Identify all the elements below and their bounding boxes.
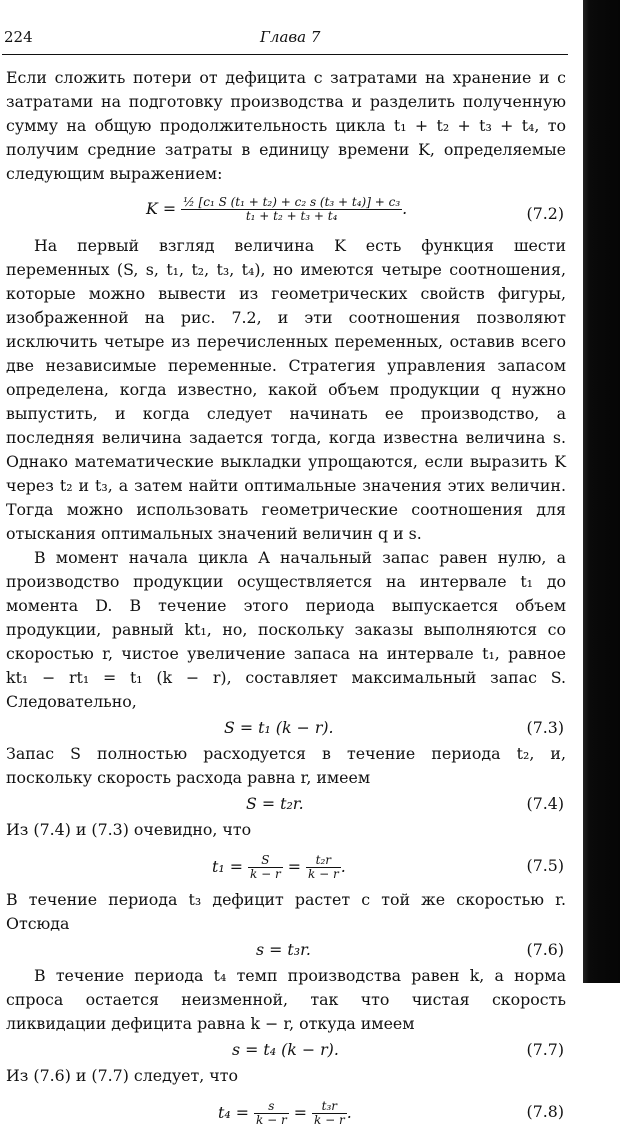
- equation-7-5-numerator-2: t₂r: [306, 854, 341, 868]
- equation-7-2-label: (7.2): [526, 204, 564, 223]
- equation-7-5-fraction-1: [248, 854, 283, 881]
- equation-7-7-label: (7.7): [526, 1040, 564, 1059]
- equation-7-6-label: (7.6): [526, 940, 564, 959]
- equation-7-4: [6, 792, 566, 816]
- equation-7-5-period: .: [340, 857, 346, 876]
- paragraph-3: В момент начала цикла A начальный запас равен нулю, а производство продукции осуществляется на интервале t₁ до момента D. В течение этого периода выпускается объем продукции, равный kt₁, но, поскольку заказы выполняются со скоростью r, чистое увеличение запаса на интервале t₁, равное kt₁ − rt₁ = t₁ (k − r), составляет максимальный запас S. Следовательно,: [6, 548, 566, 711]
- equation-7-2-fraction: [181, 196, 402, 223]
- equation-7-6-formula: s = t₃r.: [256, 940, 311, 959]
- equation-7-7: [6, 1038, 566, 1062]
- equation-7-8-formula: [218, 1100, 352, 1127]
- equation-7-8: [6, 1090, 566, 1132]
- paragraph-1: Если сложить потери от дефицита с затратами на хранение и с затратами на подготовку производства и разделить полученную сумму на общую продолжительность цикла t₁ + t₂ + t₃ + t₄, то получим средние затраты в единицу времени K, определяемые следующим выражением:: [6, 68, 566, 183]
- equation-7-4-formula: S = t₂r.: [246, 794, 304, 813]
- equation-7-3-label: (7.3): [526, 718, 564, 737]
- equation-7-5-formula: [212, 854, 346, 881]
- equation-7-8-denominator-2: k − r: [314, 1113, 345, 1127]
- equation-7-5-fraction-2: [306, 854, 341, 881]
- equation-7-6: [6, 938, 566, 962]
- equation-7-8-fraction-2: [312, 1100, 347, 1127]
- equation-7-8-label: (7.8): [526, 1102, 564, 1121]
- equation-7-2-lhs: K =: [146, 199, 177, 218]
- equation-7-5-denominator-1: k − r: [249, 867, 281, 881]
- equation-7-3: [6, 716, 566, 740]
- equation-7-2-numerator: ½ [c₁ S (t₁ + t₂) + c₂ s (t₃ + t₄)] + c₃: [183, 195, 401, 209]
- header-rule: [2, 54, 568, 55]
- page-number: 224: [4, 28, 33, 46]
- equation-7-5-equals: =: [287, 857, 301, 876]
- page-body: [6, 66, 566, 1134]
- equation-7-2-denominator: t₁ + t₂ + t₃ + t₄: [245, 209, 338, 223]
- equation-7-2-formula: [146, 196, 407, 223]
- equation-7-5: [6, 844, 566, 886]
- equation-7-3-formula: S = t₁ (k − r).: [224, 718, 334, 737]
- page-edge-shadow: [583, 0, 620, 983]
- equation-7-7-formula: s = t₄ (k − r).: [232, 1040, 339, 1059]
- equation-7-8-denominator-1: k − r: [255, 1113, 287, 1127]
- paragraph-7: В течение периода t₄ темп производства равен k, а норма спроса остается неизменной, так что чистая скорость ликвидации дефицита равна k − r, откуда имеем: [6, 966, 566, 1033]
- paragraph-8: Из (7.6) и (7.7) следует, что: [6, 1066, 238, 1085]
- equation-7-8-lhs: t₄ =: [218, 1103, 249, 1122]
- equation-7-5-label: (7.5): [526, 856, 564, 875]
- equation-7-5-numerator-1: S: [248, 854, 283, 868]
- equation-7-8-numerator-1: s: [254, 1100, 289, 1114]
- paragraph-6: В течение периода t₃ дефицит растет с той же скоростью r. Отсюда: [6, 890, 566, 933]
- paragraph-2: На первый взгляд величина K есть функция шести переменных (S, s, t₁, t₂, t₃, t₄), но имеются четыре соотношения, которые можно вывести из геометрических свойств фигуры, изображенной на рис. 7.2, и эти соотношения позволяют исключить четыре из перечисленных переменных, оставив всего две независимые переменные. Стратегия управления запасом определена, когда известно, какой объем продукции q нужно выпустить, и когда следует начинать ее производство, а последняя величина задается тогда, когда известна величина s. Однако математические выкладки упрощаются, если выразить K через t₂ и t₃, а затем найти оптимальные значения этих величин. Тогда можно использовать геометрические соотношения для отыскания оптимальных значений величин q и s.: [6, 236, 566, 543]
- paragraph-5: Из (7.4) и (7.3) очевидно, что: [6, 820, 252, 839]
- equation-7-8-fraction-1: [254, 1100, 289, 1127]
- equation-7-8-period: .: [346, 1103, 352, 1122]
- equation-7-2: [6, 188, 566, 232]
- running-header: [4, 28, 564, 50]
- equation-7-8-numerator-2: t₃r: [312, 1100, 347, 1114]
- paragraph-4: Запас S полностью расходуется в течение периода t₂, и, поскольку скорость расхода равна r, имеем: [6, 744, 566, 787]
- equation-7-4-label: (7.4): [526, 794, 564, 813]
- chapter-title: Глава 7: [260, 28, 321, 46]
- equation-7-8-equals: =: [293, 1103, 307, 1122]
- equation-7-5-lhs: t₁ =: [212, 857, 243, 876]
- equation-7-5-denominator-2: k − r: [308, 867, 339, 881]
- equation-7-2-period: .: [402, 199, 408, 218]
